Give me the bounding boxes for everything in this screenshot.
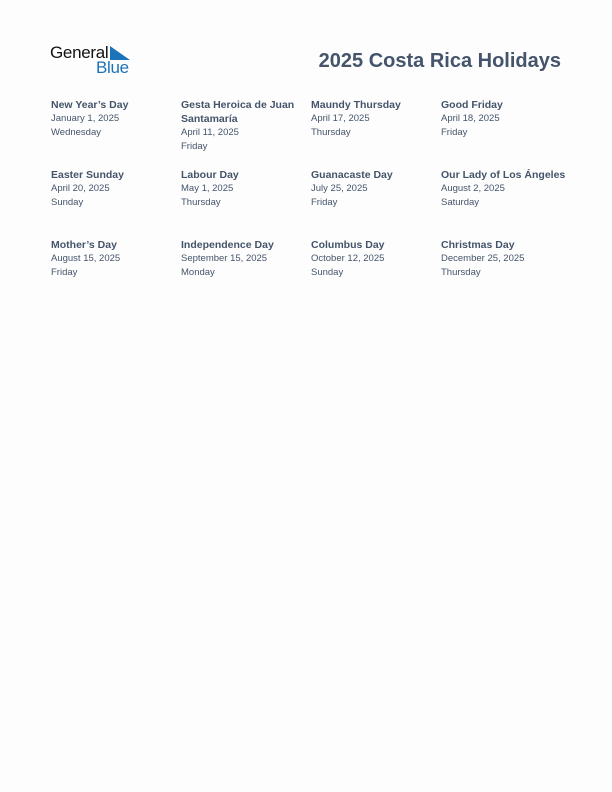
holiday-item — [181, 238, 311, 308]
holiday-weekday: Sunday — [311, 266, 344, 278]
holiday-name: Mother’s Day — [51, 239, 117, 251]
holiday-weekday: Thursday — [311, 126, 351, 138]
holiday-name: Our Lady of Los Ángeles — [441, 169, 566, 181]
holiday-weekday: Thursday — [181, 196, 221, 208]
holiday-name: Columbus Day — [311, 239, 385, 251]
holiday-weekday: Friday — [441, 126, 468, 138]
holiday-date: April 11, 2025 — [181, 127, 239, 138]
holiday-weekday: Monday — [181, 266, 215, 278]
holiday-date: August 15, 2025 — [51, 253, 121, 264]
logo-word-blue: Blue — [96, 58, 129, 77]
holiday-weekday: Wednesday — [51, 126, 101, 138]
holiday-name: New Year’s Day — [51, 99, 129, 111]
holiday-date: April 18, 2025 — [441, 113, 500, 124]
holiday-weekday: Sunday — [51, 196, 84, 208]
holiday-name: Maundy Thursday — [311, 99, 401, 111]
holiday-date: October 12, 2025 — [311, 253, 385, 264]
holiday-grid — [51, 98, 571, 308]
holiday-name: Guanacaste Day — [311, 169, 393, 181]
holiday-date: September 15, 2025 — [181, 253, 268, 264]
holiday-item — [311, 238, 441, 308]
page-title: 2025 Costa Rica Holidays — [318, 50, 561, 72]
holiday-name: Good Friday — [441, 99, 503, 111]
holiday-item — [311, 168, 441, 238]
logo-word-general: General — [50, 43, 109, 62]
holiday-item — [51, 98, 181, 168]
holiday-weekday: Friday — [181, 140, 208, 152]
holiday-name: Gesta Heroica de Juan Santamaría — [181, 99, 295, 125]
holiday-name: Christmas Day — [441, 239, 515, 251]
holiday-date: December 25, 2025 — [441, 253, 525, 264]
holiday-date: January 1, 2025 — [51, 113, 120, 124]
holiday-name: Labour Day — [181, 169, 239, 181]
holiday-item — [181, 98, 311, 168]
holiday-name: Independence Day — [181, 239, 274, 251]
holiday-date: April 20, 2025 — [51, 183, 110, 194]
holiday-item — [441, 238, 571, 308]
holiday-date: July 25, 2025 — [311, 183, 368, 194]
holiday-date: August 2, 2025 — [441, 183, 505, 194]
holiday-weekday: Friday — [311, 196, 338, 208]
holiday-name: Easter Sunday — [51, 169, 124, 181]
holiday-date: May 1, 2025 — [181, 183, 234, 194]
holiday-item — [311, 98, 441, 168]
holiday-weekday: Thursday — [441, 266, 481, 278]
holiday-item — [441, 168, 571, 238]
holiday-weekday: Friday — [51, 266, 78, 278]
holiday-item — [51, 168, 181, 238]
holiday-item — [441, 98, 571, 168]
holiday-item — [181, 168, 311, 238]
holiday-item — [51, 238, 181, 308]
holiday-weekday: Saturday — [441, 196, 480, 208]
holiday-date: April 17, 2025 — [311, 113, 370, 124]
generalblue-logo — [50, 43, 134, 77]
